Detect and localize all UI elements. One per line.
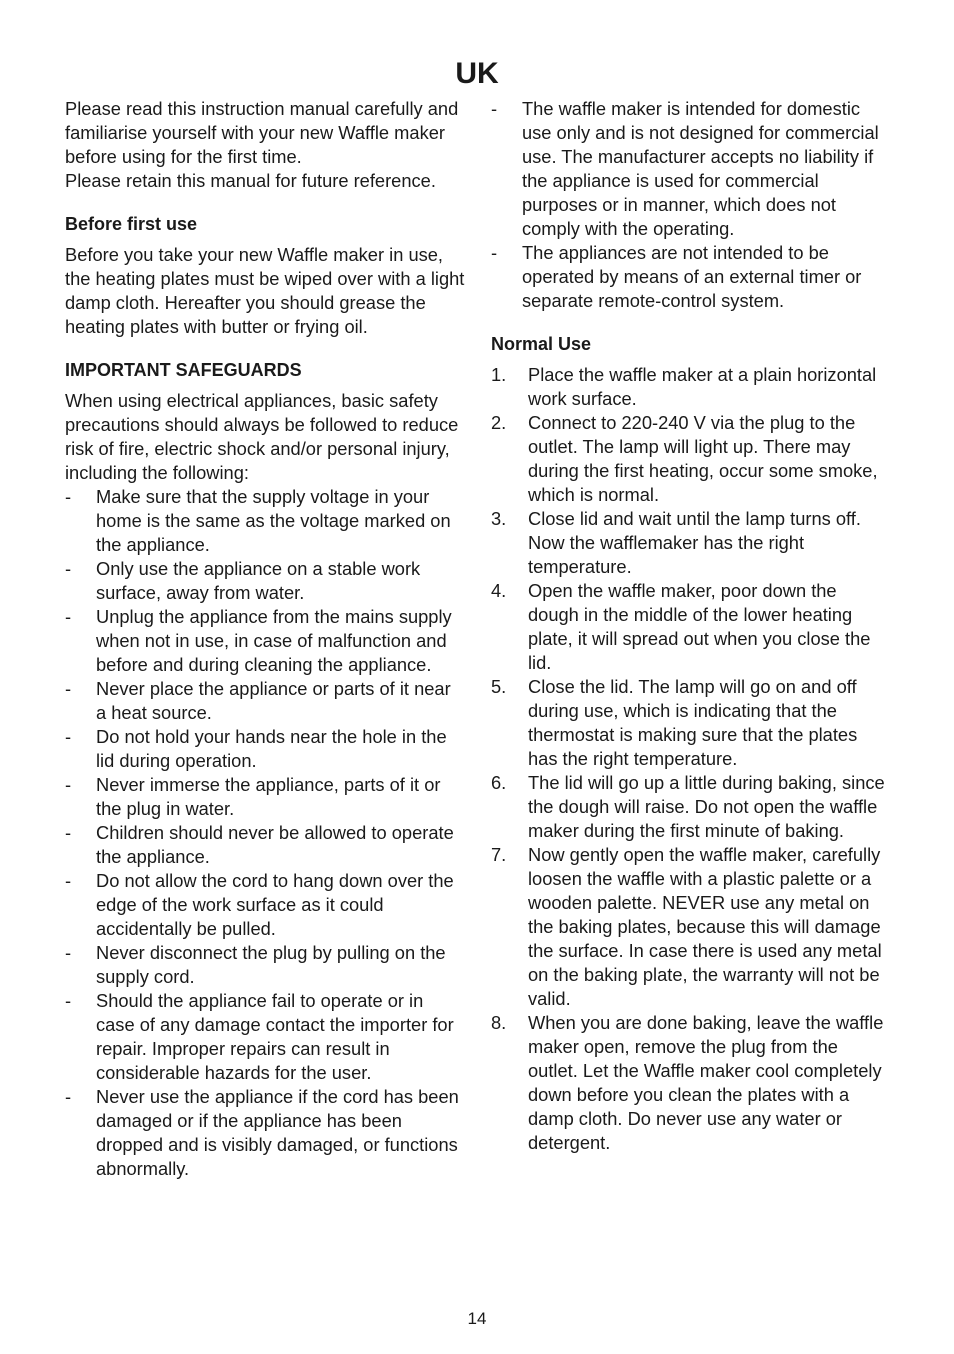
before-first-use-heading: Before first use [65, 214, 198, 234]
list-item: 5. Close the lid. The lamp will go on and off during use, which is indicating that the thermostat is making sure that the plates has the right temperature. [491, 676, 858, 769]
dash-marker: - [65, 678, 72, 699]
intro-retain-note: Please retain this manual for future reference. [65, 170, 436, 191]
list-item: 4. Open the waffle maker, poor down the dough in the middle of the lower heating plate, it will spread out when you close the lid. [491, 580, 871, 673]
safeguards-intro: When using electrical appliances, basic safety precautions should always be followed to reduce risk of fire, electric shock and/or personal injury, including the following: [65, 390, 459, 483]
list-item: - Unplug the appliance from the mains supply when not in use, in case of malfunction and before and during cleaning the appliance. [65, 606, 452, 675]
list-item: - Children should never be allowed to operate the appliance. [65, 822, 454, 867]
dash-marker: - [65, 1086, 72, 1107]
dash-marker: - [65, 486, 72, 507]
safeguards-heading: IMPORTANT SAFEGUARDS [65, 360, 302, 380]
dash-marker: - [65, 606, 72, 627]
list-item: - Never disconnect the plug by pulling on the supply cord. [65, 942, 446, 987]
list-item: - Should the appliance fail to operate or in case of any damage contact the importer for repair. Improper repairs can result in considerable hazards for the user. [65, 990, 454, 1083]
dash-marker: - [65, 726, 72, 747]
list-item: - The waffle maker is intended for domestic use only and is not designed for commercial use. The manufacturer accepts no liability if the appliance is used for commercial purposes or in manner, which does not comply with the operating. [491, 98, 879, 239]
list-item: - Do not hold your hands near the hole in the lid during operation. [65, 726, 447, 771]
step-number: 4. [491, 580, 507, 601]
list-item: - Do not allow the cord to hang down over the edge of the work surface as it could accidentally be pulled. [65, 870, 454, 939]
dash-marker: - [65, 870, 72, 891]
right-column [491, 97, 891, 1155]
list-item: - Only use the appliance on a stable work surface, away from water. [65, 558, 421, 603]
dash-marker: - [65, 558, 72, 579]
list-item: - Never immerse the appliance, parts of it or the plug in water. [65, 774, 441, 819]
dash-marker: - [65, 774, 72, 795]
list-item: - The appliances are not intended to be operated by means of an external timer or separate remote-control system. [491, 242, 862, 311]
list-item: - Never place the appliance or parts of it near a heat source. [65, 678, 451, 723]
page-title: UK [455, 57, 499, 90]
step-number: 5. [491, 676, 507, 697]
step-number: 7. [491, 844, 507, 865]
list-item: - Make sure that the supply voltage in your home is the same as the voltage marked on the appliance. [65, 486, 451, 555]
step-number: 1. [491, 364, 507, 385]
list-item: 6. The lid will go up a little during baking, since the dough will raise. Do not open the waffle maker during the first minute of baking. [491, 772, 885, 841]
normal-use-heading: Normal Use [491, 334, 592, 354]
list-item: 2. Connect to 220-240 V via the plug to the outlet. The lamp will light up. There may during the first heating, occur some smoke, which is normal. [491, 412, 878, 505]
dash-marker: - [65, 942, 72, 963]
step-number: 6. [491, 772, 507, 793]
intro-paragraph: Please read this instruction manual carefully and familiarise yourself with your new Waffle maker before using for the first time. [65, 98, 459, 167]
usage-notes-list [491, 97, 891, 313]
step-number: 8. [491, 1012, 507, 1033]
safeguards-list [65, 485, 465, 1181]
left-column [65, 97, 465, 1181]
before-first-use-text: Before you take your new Waffle maker in use, the heating plates must be wiped over with a light damp cloth. Hereafter you should grease the heating plates with butter or frying oil. [65, 244, 465, 337]
list-item: 1. Place the waffle maker at a plain horizontal work surface. [491, 364, 877, 409]
normal-use-steps [491, 363, 891, 1155]
dash-marker: - [491, 98, 498, 119]
page-number: 14 [467, 1309, 487, 1328]
step-number: 3. [491, 508, 507, 529]
step-number: 2. [491, 412, 507, 433]
dash-marker: - [491, 242, 498, 263]
dash-marker: - [65, 990, 72, 1011]
list-item: 7. Now gently open the waffle maker, carefully loosen the waffle with a plastic palette or a wooden palette. NEVER use any metal on the baking plates, because this will damage the surface. In case there is used any metal on the baking plate, the warranty will not be valid. [491, 844, 882, 1009]
list-item: 8. When you are done baking, leave the waffle maker open, remove the plug from the outlet. Let the Waffle maker cool completely down before you clean the plates with a damp cloth. Do never use any water or detergent. [491, 1012, 884, 1153]
dash-marker: - [65, 822, 72, 843]
list-item: 3. Close lid and wait until the lamp turns off. Now the wafflemaker has the right temperature. [491, 508, 861, 577]
list-item: - Never use the appliance if the cord has been damaged or if the appliance has been dropped and is visibly damaged, or functions abnormally. [65, 1086, 459, 1179]
